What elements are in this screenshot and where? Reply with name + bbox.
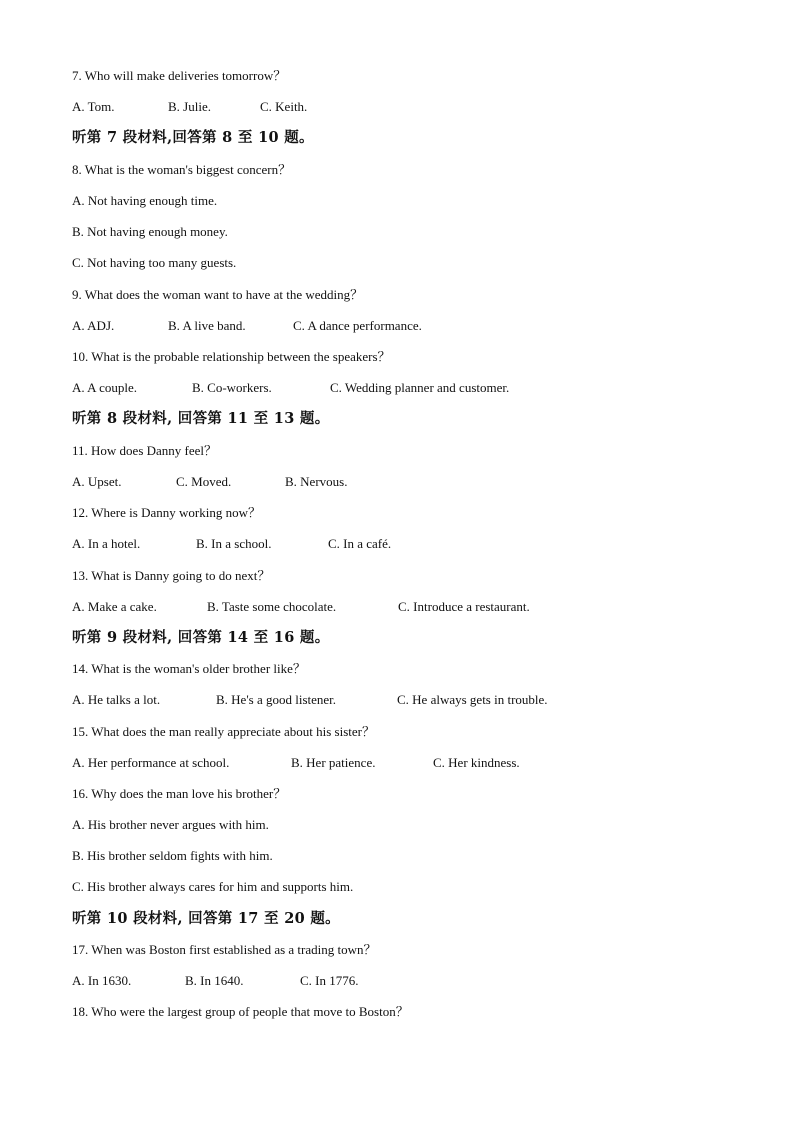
- q8-option-b: B. Not having enough money.: [72, 224, 228, 239]
- question-12: 12. Where is Danny working now？: [72, 505, 261, 520]
- q17-option-c: C. In 1776.: [300, 973, 359, 988]
- q9-option-b: B. A live band.: [168, 318, 246, 333]
- q13-option-c: C. Introduce a restaurant.: [398, 599, 530, 614]
- question-17: 17. When was Boston first established as a trading town？: [72, 942, 377, 957]
- q11-option-a: A. Upset.: [72, 474, 122, 489]
- q12-option-c: C. In a café.: [328, 536, 392, 551]
- q15-option-b: B. Her patience.: [291, 755, 376, 770]
- question-13: 13. What is Danny going to do next？: [72, 568, 271, 583]
- q12-option-a: A. In a hotel.: [72, 536, 141, 551]
- q14-option-c: C. He always gets in trouble.: [397, 692, 548, 707]
- q7-option-a: A. Tom.: [72, 99, 115, 114]
- q17-option-b: B. In 1640.: [185, 973, 244, 988]
- question-10: 10. What is the probable relationship between the speakers？: [72, 349, 391, 364]
- q10-option-c: C. Wedding planner and customer.: [330, 380, 510, 395]
- question-11: 11. How does Danny feel？: [72, 443, 218, 458]
- q15-option-c: C. Her kindness.: [433, 755, 520, 770]
- question-9: 9. What does the woman want to have at the wedding？: [72, 287, 364, 302]
- section-heading-7: 听第 7 段材料,回答第 8 至 10 题。: [72, 129, 314, 146]
- question-16: 16. Why does the man love his brother？: [72, 786, 287, 801]
- question-7: 7. Who will make deliveries tomorrow？: [72, 68, 287, 83]
- q16-option-b: B. His brother seldom fights with him.: [72, 848, 273, 863]
- section-heading-9: 听第 9 段材料, 回答第 14 至 16 题。: [72, 629, 330, 646]
- q7-option-c: C. Keith.: [260, 99, 308, 114]
- q13-option-b: B. Taste some chocolate.: [207, 599, 337, 614]
- q10-option-b: B. Co-workers.: [192, 380, 272, 395]
- q15-option-a: A. Her performance at school.: [72, 755, 230, 770]
- q14-option-a: A. He talks a lot.: [72, 692, 161, 707]
- q16-option-c: C. His brother always cares for him and supports him.: [72, 879, 354, 894]
- q14-option-b: B. He's a good listener.: [216, 692, 337, 707]
- question-15: 15. What does the man really appreciate about his sister？: [72, 724, 375, 739]
- q7-option-b: B. Julie.: [168, 99, 211, 114]
- question-18: 18. Who were the largest group of people that move to Boston？: [72, 1004, 409, 1019]
- q13-option-a: A. Make a cake.: [72, 599, 157, 614]
- question-8: 8. What is the woman's biggest concern？: [72, 162, 292, 177]
- question-14: 14. What is the woman's older brother like？: [72, 661, 306, 676]
- q16-option-a: A. His brother never argues with him.: [72, 817, 269, 832]
- q12-option-b: B. In a school.: [196, 536, 272, 551]
- q8-option-c: C. Not having too many guests.: [72, 255, 237, 270]
- q9-option-c: C. A dance performance.: [293, 318, 422, 333]
- section-heading-10: 听第 10 段材料, 回答第 17 至 20 题。: [72, 910, 340, 927]
- q10-option-a: A. A couple.: [72, 380, 137, 395]
- section-heading-8: 听第 8 段材料, 回答第 11 至 13 题。: [72, 410, 330, 427]
- q8-option-a: A. Not having enough time.: [72, 193, 218, 208]
- q9-option-a: A. ADJ.: [72, 318, 115, 333]
- q11-option-b: B. Nervous.: [285, 474, 348, 489]
- q17-option-a: A. In 1630.: [72, 973, 132, 988]
- q11-option-c: C. Moved.: [176, 474, 232, 489]
